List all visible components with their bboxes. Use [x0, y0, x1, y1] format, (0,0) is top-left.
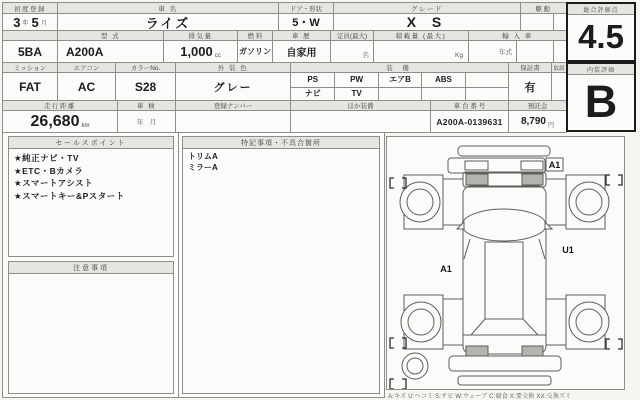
reg-year-unit: 年: [22, 21, 29, 27]
deposit-value: [508, 110, 567, 133]
mileage-unit: km: [81, 123, 90, 129]
reg-month: 5: [31, 14, 39, 30]
car-diagram-panel: [386, 136, 625, 390]
model-value: A200A: [57, 40, 164, 63]
equip-navi: ナビ: [291, 87, 334, 101]
fuel-header: 燃 料: [237, 30, 273, 41]
spare-tire: [402, 353, 428, 379]
equip-blank-2: [378, 87, 421, 101]
mileage-value: [2, 110, 118, 133]
remark-item: ミラーA: [188, 162, 218, 172]
drive-value: [520, 13, 567, 31]
reg-year: 3: [13, 14, 21, 30]
warranty-value: 有: [508, 72, 552, 101]
car-top-view-diagram: [387, 137, 624, 389]
chassis-number-value: A200A-0139631: [430, 110, 509, 133]
sales-points-title: セールスポイント: [8, 136, 174, 149]
rear-left-wheel: [401, 302, 441, 342]
drive-cell-divider: [553, 13, 554, 31]
transmission-header: ミッション: [2, 62, 58, 73]
roof-panel: [485, 242, 523, 319]
headlight-left: [465, 161, 488, 170]
windshield: [462, 209, 546, 241]
grade-header: グレード: [333, 2, 521, 14]
door-shape-header: ドア・形状: [278, 2, 334, 14]
load-header: 積載量 (最大): [373, 30, 469, 41]
color-no-value: S28: [115, 72, 176, 101]
damage-code-legend: A:キズ U:ヘコミ S:サビ W:ウェーブ C:腐食 X:要交換 XX:交換ズミ: [388, 394, 572, 400]
import-value: 年式: [468, 40, 567, 63]
displacement-unit: cc: [214, 53, 221, 59]
manual-value: [551, 72, 567, 101]
notes-body: [8, 273, 174, 394]
color-no-header: カラーNo.: [115, 62, 176, 73]
damage-code-front-right: A1: [548, 160, 561, 170]
taillight-right: [522, 346, 543, 356]
inspection-value: 年 月: [117, 110, 176, 133]
rear-right-wheel: [569, 302, 609, 342]
front-right-wheel: [569, 182, 609, 222]
taillight-left: [466, 346, 488, 356]
equip-pw: PW: [334, 73, 377, 87]
deposit-unit: 円: [548, 123, 555, 129]
overall-score-box: [566, 2, 636, 62]
side-mirrors: [457, 222, 552, 229]
model-header: 型 式: [57, 30, 164, 41]
rear-window: [463, 319, 546, 335]
load-value: Kg: [373, 40, 469, 63]
remarks-title: 特記事項・不具合箇所: [182, 136, 380, 149]
equipment-grid: [290, 72, 509, 101]
damage-code-side-right: U1: [562, 245, 574, 255]
car-name-value: ライズ: [57, 13, 279, 31]
displacement-header: 排気量: [163, 30, 238, 41]
rear-bumper: [449, 356, 561, 371]
sales-point-item: ★ETC・Bカメラ: [14, 165, 84, 176]
damage-code-side-left: A1: [440, 264, 452, 274]
import-cell-divider-2: [553, 40, 554, 63]
exterior-color-header: 外 装 色: [175, 62, 291, 73]
car-body-outline: [463, 186, 546, 354]
history-value: 自家用: [272, 40, 331, 63]
fender-connectors: [443, 179, 566, 345]
other-equipment-value: [290, 110, 431, 133]
overall-score-value: 4.5: [578, 18, 624, 55]
sales-point-item: ★スマートアシスト: [14, 178, 94, 188]
other-equipment-header: ほか装備: [290, 100, 431, 111]
mileage-number: 26,680: [30, 112, 80, 130]
exterior-color-value: グレー: [175, 72, 291, 101]
equip-blank-4: [465, 87, 508, 101]
history-header: 車 歴: [272, 30, 331, 41]
remark-item: トリムA: [188, 152, 218, 161]
mileage-header: 走行距離: [2, 100, 118, 111]
equipment-header: 装 備: [290, 62, 509, 73]
door-shape-value: 5・W: [278, 13, 334, 31]
front-bumper: [458, 146, 550, 156]
manual-header: 取説: [551, 62, 567, 73]
rear-lower-strip: [458, 376, 551, 385]
grille-right: [522, 174, 543, 185]
model-prefix-value: 5BA: [2, 40, 58, 63]
sales-point-item: ★スマートキー&Pスタート: [14, 190, 125, 201]
headlight-right: [521, 161, 543, 170]
aircon-header: エアコン: [57, 62, 116, 73]
displacement-value: [163, 40, 238, 63]
deposit-number: 8,790: [520, 116, 546, 127]
import-header: 輸 入 車: [468, 30, 567, 41]
overall-score-label: 総合評価点: [568, 4, 634, 15]
drive-header: 駆動: [520, 2, 567, 14]
first-registration-header: 初度登録: [2, 2, 58, 14]
equip-blank-1: [465, 73, 508, 87]
transmission-value: FAT: [2, 72, 58, 101]
reg-month-unit: 月: [40, 21, 47, 27]
equip-abs: ABS: [421, 73, 464, 87]
fuel-value: ガソリン: [237, 40, 273, 63]
displacement-number: 1,000: [180, 44, 213, 59]
registration-number-header: 登録ナンバー: [175, 100, 291, 111]
first-registration-value: [2, 13, 58, 31]
interior-grade-label: 内装評価: [568, 64, 634, 75]
sales-point-item: ★純正ナビ・TV: [14, 153, 79, 163]
equip-airbag: エアB: [378, 73, 421, 87]
interior-grade-box: [566, 62, 636, 132]
equip-tv: TV: [334, 87, 377, 101]
grade-value: X S: [333, 13, 521, 31]
notes-title: 注意事項: [8, 261, 174, 274]
warranty-header: 保証書: [508, 62, 552, 73]
chassis-number-header: 車 台 番 号: [430, 100, 509, 111]
equip-blank-3: [421, 87, 464, 101]
front-panel: [448, 158, 545, 173]
deposit-header: 預託金: [508, 100, 567, 111]
aircon-value: AC: [57, 72, 116, 101]
import-cell-divider-1: [516, 40, 517, 63]
capacity-header: 定員(最大): [330, 30, 374, 41]
capacity-value: 名: [330, 40, 374, 63]
registration-number-value: [175, 110, 291, 133]
car-name-header: 車 名: [57, 2, 279, 14]
remarks-body: [182, 148, 380, 394]
sales-points-body: [8, 148, 174, 257]
grille-left: [466, 174, 488, 185]
inspection-header: 車 検: [117, 100, 176, 111]
interior-grade-value: B: [584, 76, 618, 127]
equip-ps: PS: [307, 75, 319, 85]
